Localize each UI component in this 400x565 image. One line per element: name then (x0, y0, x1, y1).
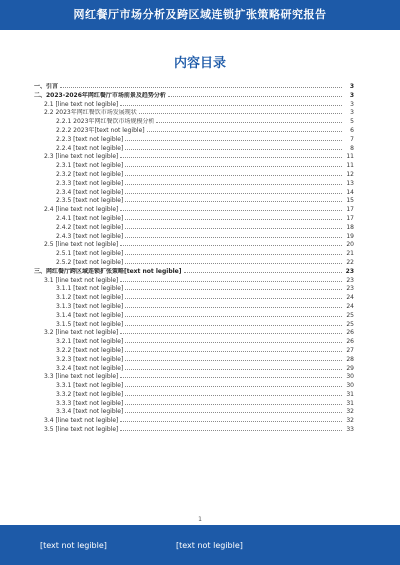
toc-entry[interactable] (34, 170, 354, 179)
page-number: 1 (198, 516, 202, 523)
toc-entry[interactable] (34, 179, 354, 188)
toc-entry-page: 31 (346, 390, 354, 398)
toc-entry[interactable] (34, 82, 354, 91)
toc-entry[interactable] (34, 399, 354, 408)
toc-entry-page: 18 (346, 223, 354, 231)
toc-leader-dots (120, 276, 342, 282)
toc-entry[interactable] (34, 267, 354, 276)
toc-entry[interactable] (34, 152, 354, 161)
toc-leader-dots (125, 170, 342, 176)
toc-entry[interactable] (34, 381, 354, 390)
toc-entry-label: 2.3.3 [text not legible] (56, 179, 124, 187)
toc-entry[interactable] (34, 258, 354, 267)
toc-leader-dots (120, 205, 342, 211)
toc-entry[interactable] (34, 205, 354, 214)
toc-entry-page: 6 (350, 126, 354, 134)
toc-leader-dots (125, 399, 342, 405)
footer-right-text: [text not legible] (176, 540, 243, 550)
toc-leader-dots (120, 152, 342, 158)
toc-entry-label: 2.4.2 [text not legible] (56, 223, 124, 231)
toc-leader-dots (125, 390, 342, 396)
toc-leader-dots (125, 249, 342, 255)
toc-entry-label: 2.4 [line text not legible] (44, 206, 119, 214)
toc-leader-dots (156, 117, 342, 123)
toc-entry-label: 3.1.2 [text not legible] (56, 294, 124, 302)
toc-entry-page: 21 (346, 250, 354, 258)
toc-entry-page: 23 (346, 285, 354, 293)
toc-entry-page: 23 (346, 276, 354, 284)
toc-leader-dots (120, 328, 342, 334)
toc-entry[interactable] (34, 108, 354, 117)
toc-entry-label: 2.2.4 [text not legible] (56, 144, 124, 152)
toc-entry-page: 24 (346, 302, 354, 310)
toc-entry-page: 31 (346, 399, 354, 407)
toc-entry-page: 3 (350, 100, 354, 108)
toc-entry-label: 3.1.3 [text not legible] (56, 302, 124, 310)
toc-entry-label: 2.4.1 [text not legible] (56, 214, 124, 222)
toc-leader-dots (120, 240, 342, 246)
toc-entry-page: 13 (346, 179, 354, 187)
footer-bar (0, 525, 400, 565)
toc-entry[interactable] (34, 390, 354, 399)
toc-entry-label: 3.1.5 [text not legible] (56, 320, 124, 328)
toc-leader-dots (125, 135, 342, 141)
toc-entry-label: 3.2 [line text not legible] (44, 329, 119, 337)
toc-entry[interactable] (34, 100, 354, 109)
toc-entry-page: 26 (346, 329, 354, 337)
toc-entry[interactable] (34, 407, 354, 416)
toc-entry-label: 3.2.4 [text not legible] (56, 364, 124, 372)
toc-entry-label: 二、2023-2026年网红餐厅市场前景及趋势分析 (34, 91, 166, 99)
table-of-contents (34, 82, 354, 434)
toc-entry[interactable] (34, 293, 354, 302)
toc-entry-page: 29 (346, 364, 354, 372)
toc-leader-dots (125, 355, 342, 361)
toc-entry-label: 2.2.3 [text not legible] (56, 135, 124, 143)
toc-leader-dots (120, 416, 342, 422)
toc-entry-page: 23 (345, 267, 354, 275)
toc-entry-page: 32 (346, 417, 354, 425)
toc-leader-dots (125, 196, 342, 202)
toc-entry-page: 33 (346, 426, 354, 434)
toc-entry[interactable] (34, 232, 354, 241)
toc-entry-page: 17 (346, 206, 354, 214)
toc-entry[interactable] (34, 161, 354, 170)
report-title: 网红餐厅市场分析及跨区域连锁扩张策略研究报告 (73, 8, 327, 21)
toc-entry-label: 2.5.1 [text not legible] (56, 250, 124, 258)
toc-entry-label: 3.3.2 [text not legible] (56, 390, 124, 398)
toc-entry[interactable] (34, 302, 354, 311)
toc-leader-dots (60, 82, 342, 88)
toc-leader-dots (125, 223, 342, 229)
toc-entry[interactable] (34, 355, 354, 364)
toc-leader-dots (147, 126, 342, 132)
toc-entry-page: 26 (346, 338, 354, 346)
toc-entry-page: 11 (346, 153, 354, 161)
toc-entry-label: 2.3.5 [text not legible] (56, 197, 124, 205)
toc-leader-dots (125, 258, 342, 264)
toc-entry[interactable] (34, 240, 354, 249)
toc-entry-page: 17 (346, 214, 354, 222)
toc-entry-label: 2.3.1 [text not legible] (56, 162, 124, 170)
toc-entry-page: 12 (346, 170, 354, 178)
toc-entry-label: 3.2.2 [text not legible] (56, 346, 124, 354)
toc-entry[interactable] (34, 117, 354, 126)
toc-entry[interactable] (34, 337, 354, 346)
toc-entry-label: 2.4.3 [text not legible] (56, 232, 124, 240)
toc-entry-label: 一、引言 (34, 83, 59, 90)
toc-leader-dots (125, 337, 342, 343)
footer-left-text: [text not legible] (40, 540, 107, 550)
toc-leader-dots (125, 320, 342, 326)
toc-entry-page: 32 (346, 408, 354, 416)
toc-entry-page: 25 (346, 311, 354, 319)
toc-entry-page: 24 (346, 294, 354, 302)
toc-entry-page: 7 (350, 135, 354, 143)
toc-entry[interactable] (34, 249, 354, 258)
toc-entry[interactable] (34, 91, 354, 100)
toc-leader-dots (120, 372, 342, 378)
toc-leader-dots (168, 91, 342, 97)
toc-leader-dots (120, 425, 342, 431)
toc-entry[interactable] (34, 223, 354, 232)
toc-entry-label: 三、网红餐厅跨区域连锁扩张策略[text not legible] (34, 267, 182, 275)
toc-entry-label: 3.1.4 [text not legible] (56, 311, 124, 319)
toc-entry-page: 14 (346, 188, 354, 196)
toc-leader-dots (139, 108, 342, 114)
toc-leader-dots (125, 179, 342, 185)
toc-leader-dots (125, 284, 342, 290)
toc-entry-page: 22 (346, 258, 354, 266)
toc-leader-dots (120, 100, 342, 106)
toc-leader-dots (125, 188, 342, 194)
toc-entry[interactable] (34, 320, 354, 329)
toc-entry-label: 3.2.3 [text not legible] (56, 355, 124, 363)
toc-entry[interactable] (34, 328, 354, 337)
toc-leader-dots (125, 302, 342, 308)
toc-leader-dots (125, 364, 342, 370)
toc-entry[interactable] (34, 188, 354, 197)
toc-entry-label: 2.3 [line text not legible] (44, 153, 119, 161)
toc-entry-label: 2.5 [line text not legible] (44, 241, 119, 249)
toc-leader-dots (125, 293, 342, 299)
toc-entry-page: 30 (346, 382, 354, 390)
toc-entry-page: 5 (350, 118, 354, 126)
toc-entry-label: 3.3.1 [text not legible] (56, 382, 124, 390)
report-header-bar (0, 0, 400, 30)
toc-entry-label: 2.2.1 2023年网红餐饮市场规模分析 (56, 118, 155, 126)
toc-entry-label: 3.2.1 [text not legible] (56, 338, 124, 346)
toc-entry-label: 3.3 [line text not legible] (44, 373, 119, 381)
toc-entry-label: 3.3.3 [text not legible] (56, 399, 124, 407)
toc-entry-page: 28 (346, 355, 354, 363)
toc-title: 内容目录 (173, 56, 226, 71)
toc-leader-dots (125, 381, 342, 387)
toc-entry[interactable] (34, 284, 354, 293)
toc-entry-label: 2.2 2023年网红餐饮市场发展现状 (44, 109, 137, 117)
toc-entry-label: 3.4 [line text not legible] (44, 417, 119, 425)
toc-entry-page: 19 (346, 232, 354, 240)
toc-entry-page: 25 (346, 320, 354, 328)
toc-leader-dots (125, 144, 342, 150)
toc-entry[interactable] (34, 346, 354, 355)
toc-entry-label: 2.5.2 [text not legible] (56, 258, 124, 266)
toc-entry[interactable] (34, 214, 354, 223)
toc-entry-page: 3 (350, 109, 354, 117)
toc-leader-dots (125, 311, 342, 317)
toc-entry[interactable] (34, 135, 354, 144)
toc-entry-label: 3.1 [line text not legible] (44, 276, 119, 284)
toc-entry[interactable] (34, 311, 354, 320)
toc-leader-dots (125, 407, 342, 413)
toc-entry-page: 20 (346, 241, 354, 249)
toc-entry-label: 2.1 [line text not legible] (44, 100, 119, 108)
toc-leader-dots (125, 346, 342, 352)
toc-leader-dots (125, 232, 342, 238)
toc-entry-page: 8 (350, 144, 354, 152)
toc-leader-dots (125, 161, 342, 167)
toc-entry[interactable] (34, 364, 354, 373)
toc-entry[interactable] (34, 276, 354, 285)
toc-entry-label: 2.2.2 2023年[text not legible] (56, 126, 145, 134)
toc-leader-dots (184, 267, 343, 273)
toc-entry[interactable] (34, 196, 354, 205)
toc-entry[interactable] (34, 126, 354, 135)
toc-entry[interactable] (34, 372, 354, 381)
toc-entry[interactable] (34, 416, 354, 425)
toc-entry-page: 3 (349, 91, 354, 99)
toc-entry-label: 2.3.4 [text not legible] (56, 188, 124, 196)
toc-entry-label: 3.5 [line text not legible] (44, 426, 119, 434)
toc-entry-page: 3 (349, 83, 354, 90)
toc-entry-label: 2.3.2 [text not legible] (56, 170, 124, 178)
toc-entry-page: 27 (346, 346, 354, 354)
toc-entry-page: 15 (346, 197, 354, 205)
toc-entry-label: 3.3.4 [text not legible] (56, 408, 124, 416)
toc-entry[interactable] (34, 425, 354, 434)
toc-leader-dots (125, 214, 342, 220)
toc-entry-page: 11 (346, 162, 354, 170)
toc-entry-page: 30 (346, 373, 354, 381)
toc-entry-label: 3.1.1 [text not legible] (56, 285, 124, 293)
toc-entry[interactable] (34, 144, 354, 153)
